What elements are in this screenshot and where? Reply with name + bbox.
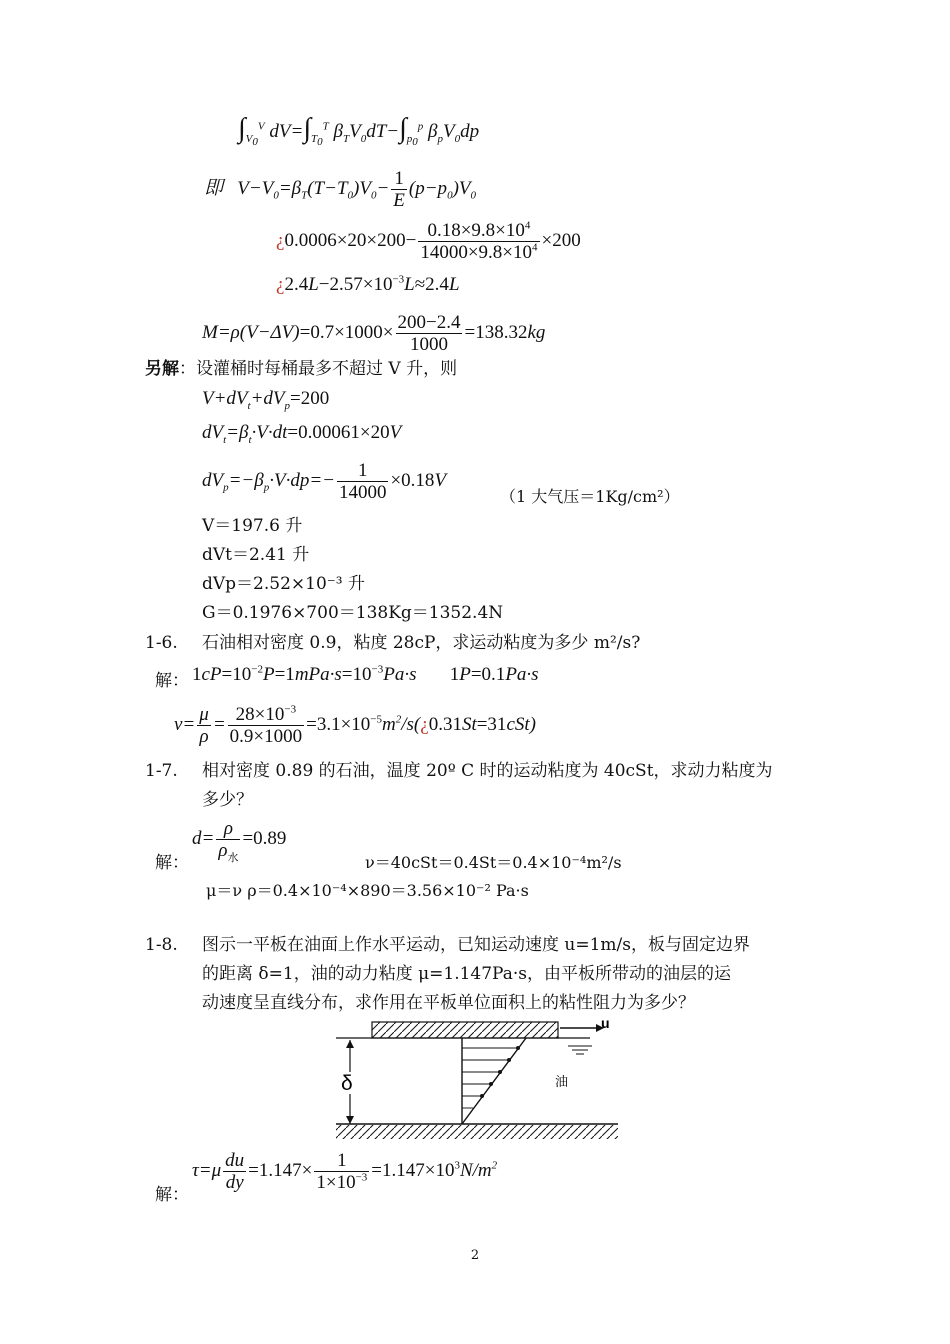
alt-dvp-result: dVp＝2.52×10⁻³ 升 [202, 574, 365, 594]
oil-label: 油 [555, 1075, 569, 1090]
problem-1-8-text-3: 动速度呈直线分布，求作用在平板单位面积上的粘性阻力为多少？ [202, 993, 695, 1013]
problem-1-6-jie: 解： [155, 671, 189, 691]
velocity-label: u [601, 1016, 610, 1031]
alt-dvt-result: dVt＝2.41 升 [202, 545, 310, 565]
delta-label: δ [341, 1072, 353, 1095]
alt-g-result: G＝0.1976×700＝138Kg＝1352.4N [202, 603, 504, 623]
problem-1-7-text-2: 多少？ [202, 790, 253, 810]
integral-equation: $\int_{V_0}^V$ $dV=\int_{T_0}^T$ $\beta_TV_0dT-\int_{p_0}^p$ $\beta_pV_0dp$ [238, 113, 480, 148]
problem-1-6-eq-2: v= $\frac{\mu}{\rho}$ = $\frac{28\times 10^{-3}}{0.9\times 1000}$ $=3.1\times 10^{-5}m^2/s(¿0.31St=31cSt)$ [174, 703, 536, 747]
problem-1-7-number: 1-7. [145, 761, 178, 781]
problem-1-8-text-1: 图示一平板在油面上作水平运动，已知运动速度 u=1m/s，板与固定边界 [202, 935, 750, 955]
mass-equation: M=ρ(V−ΔV)=0.7×1000× $\frac{200-2.4}{1000}$ =138.32kg [202, 312, 546, 355]
alt-solution-intro: 另解：设灌桶时每桶最多不超过 V 升，则 [145, 359, 458, 379]
alt-v-result: V＝197.6 升 [202, 516, 303, 536]
problem-1-7-nu: ν＝40cSt＝0.4St＝0.4×10⁻⁴m²/s [365, 853, 622, 872]
problem-1-8-number: 1-8. [145, 935, 178, 955]
fixed-boundary [336, 1125, 618, 1139]
problem-1-6-eq-1: $1cP=10^{-2}P=1mPa\cdot s=10^{-3}Pa\cdot s$ 1P=0.1Pa·s [192, 663, 539, 685]
problem-1-6-number: 1-6. [145, 633, 178, 653]
moving-plate [372, 1022, 558, 1038]
velocity-profile [462, 1038, 526, 1124]
ji-equation: 即 $V-V_0=\beta_T(T-T_0)V_0-$ $\frac{1}{E}$ $(p-p_0)V_0$ [204, 168, 476, 211]
numeric-equation-2: ¿$2.4L-2.57\times 10^{-3}L\approx 2.4L$ [276, 273, 460, 295]
problem-1-6-text: 石油相对密度 0.9，粘度 28cP，求运动粘度为多少 m²/s? [202, 633, 641, 653]
problem-1-7-jie: 解： [155, 853, 189, 873]
problem-1-7-text-1: 相对密度 0.89 的石油，温度 20º C 时的运动粘度为 40cSt，求动力粘度为 [202, 761, 773, 781]
alt-eq-sum: $V+dV_t+dV_p=200$ [202, 388, 330, 412]
page-number: 2 [470, 1248, 480, 1263]
alt-eq-dvt: $dV_t=\beta_t\cdot V\cdot dt=0.00061\times 20V$ [202, 422, 402, 446]
problem-1-8-eq: τ=μ $\frac{du}{dy}$ =1.147× $\frac{1}{1\times 10^{-3}}$ $=1.147\times 10^3N/m^2$ [192, 1150, 498, 1193]
problem-1-8-text-2: 的距离 δ=1，油的动力粘度 μ=1.147Pa·s，由平板所带动的油层的运 [202, 964, 731, 984]
alt-eq-dvp: $dV_p=-\beta_p\cdot V\cdot dp=-$ $\frac{1}{14000}$ ×0.18V [202, 460, 447, 503]
problem-1-7-eq-d: d= $\frac{\rho}{\rho_水}$ =0.89 [192, 818, 287, 864]
plate-oil-figure [330, 1016, 630, 1144]
problem-1-8-jie: 解： [155, 1185, 189, 1205]
problem-1-7-mu: μ＝ν ρ＝0.4×10⁻⁴×890＝3.56×10⁻² Pa·s [206, 881, 529, 900]
numeric-equation-1: ¿0.0006×20×200− $\frac{0.18\times 9.8\times 10^4}{14000\times 9.8\times 10^4}$ ×200 [276, 219, 581, 263]
atmosphere-note: （1 大气压＝1Kg/cm²） [500, 487, 680, 506]
